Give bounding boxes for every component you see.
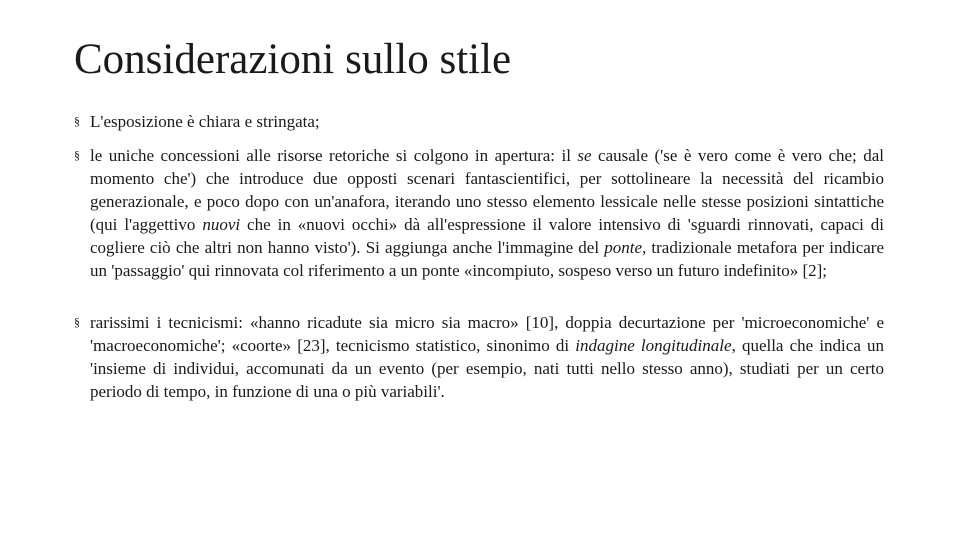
bullet-text: che in «nuovi occhi» dà all'espressione il valore intensivo di 'sguardi rinnovati, capaci di cogliere ciò che altri non hanno visto'). Si aggiunga anche l'immagine del [90, 215, 884, 257]
bullet-text: rarissimi i tecnicismi: «hanno ricadute sia micro sia macro» [10], doppia decurtazione per 'microeconomiche' e 'macroeconomiche'; «coorte» [23], tecnicismo statistico, sinonimo di [90, 313, 884, 355]
bullet-item-rhetoric [74, 144, 884, 282]
italic-term: se [577, 146, 592, 165]
italic-term: nuovi [202, 215, 241, 234]
bullet-item-technicisms [74, 311, 884, 403]
bullet-marker-icon: § [74, 148, 80, 162]
bullet-text: , quella che indica un 'insieme di individui, accomunati da un evento (per esempio, nati tutti nello stesso anno), studiati per un certo periodo di tempo, in funzione di una o più variabili'. [90, 336, 885, 401]
bullet-marker-icon: § [74, 315, 80, 329]
bullet-text: , tradizionale metafora per indicare un 'passaggio' qui rinnovata col riferimento a un ponte «incompiuto, sospeso verso un futuro indefinito» [2]; [90, 238, 885, 280]
italic-term: indagine longitudinale [575, 336, 732, 355]
italic-term: ponte [604, 238, 642, 257]
bullet-list [74, 110, 884, 403]
bullet-marker-icon: § [74, 114, 80, 128]
bullet-text: causale ('se è vero come è vero che; dal momento che') che introduce due opposti scenari fantascientifici, per sottolineare la necessità del ricambio generazionale, e poco dopo con un'anafora, iterando uno stesso elemento lessicale nelle stesse posizioni sintattiche (qui l'aggettivo [90, 146, 884, 234]
bullet-text: L'esposizione è chiara e stringata; [90, 112, 320, 131]
slide-title: Considerazioni sullo stile [74, 36, 512, 83]
bullet-item-clarity [74, 110, 884, 133]
bullet-text: le uniche concessioni alle risorse retoriche si colgono in apertura: il [90, 146, 578, 165]
